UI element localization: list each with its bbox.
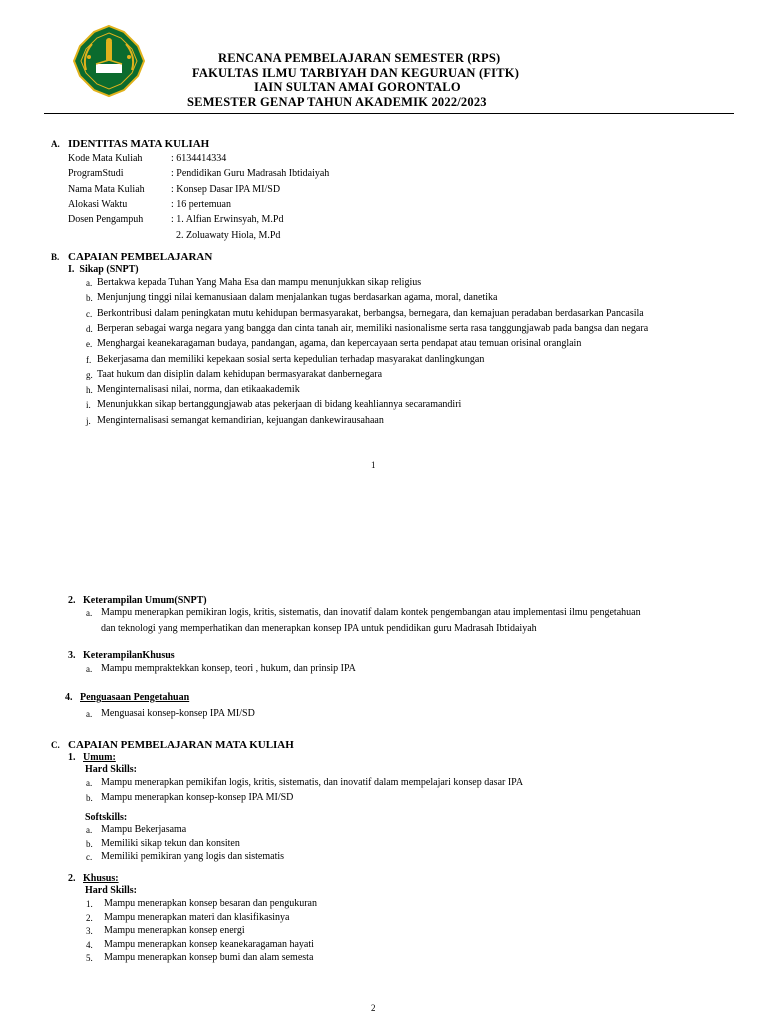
section-title: IDENTITAS MATA KULIAH bbox=[68, 138, 210, 150]
list-letter: 3. bbox=[86, 926, 93, 936]
list-item-text: Berkontribusi dalam peningkatan mutu kehidupan bermasyarakat, berbangsa, bernegara, dan kemajuan peradaban berdasarkan Pancasila bbox=[97, 307, 644, 319]
list-letter: 4. bbox=[86, 939, 93, 950]
list-letter: b. bbox=[86, 838, 93, 849]
list-letter: a. bbox=[86, 709, 93, 719]
identity-value: : Konsep Dasar IPA MI/SD bbox=[171, 183, 281, 195]
item-title: Penguasaan Pengetahuan bbox=[80, 692, 190, 703]
header-line-3: IAIN SULTAN AMAI GORONTALO bbox=[254, 80, 461, 94]
list-letter: a. bbox=[86, 664, 93, 674]
list-item-text: Mampu menerapkan pemikiran logis, kritis, sistematis, dan inovatif dalam kontek pengembangan atau implementasi ilmu pengetahuan bbox=[101, 607, 641, 618]
identity-value: : Pendidikan Guru Madrasah Ibtidaiyah bbox=[171, 168, 330, 180]
list-item-text: Menjunjung tinggi nilai kemanusiaan dalam menjalankan tugas berdasarkan agama, moral, danetika bbox=[97, 292, 498, 304]
identity-value: : 1. Alfian Erwinsyah, M.Pd bbox=[171, 214, 284, 226]
section-b-heading bbox=[51, 251, 212, 263]
umum-heading bbox=[68, 752, 116, 763]
list-letter: b. bbox=[86, 293, 93, 304]
ket-khusus-heading bbox=[68, 650, 175, 661]
list-letter: h. bbox=[86, 385, 93, 396]
header-line-1: RENCANA PEMBELAJARAN SEMESTER (RPS) bbox=[218, 51, 501, 65]
header-line-4: SEMESTER GENAP TAHUN AKADEMIK 2022/2023 bbox=[187, 95, 487, 109]
list-item-text: Mampu menerapkan pemikifan logis, kritis, sistematis, dan inovatif dalam mempelajari konsep dasar IPA bbox=[101, 777, 524, 788]
list-item-text: Menunjukkan sikap bertanggungjawab atas pekerjaan di bidang keahliannya secaramandiri bbox=[97, 399, 462, 411]
list-letter: a. bbox=[86, 778, 93, 788]
list-item-text: Menguasai konsep-konsep IPA MI/SD bbox=[101, 708, 255, 719]
list-item-text: Memiliki sikap tekun dan konsiten bbox=[101, 837, 240, 849]
khusus-heading bbox=[68, 873, 119, 884]
hard-skills-heading: Hard Skills: bbox=[85, 885, 137, 896]
page-number: 1 bbox=[371, 460, 376, 470]
section-title: CAPAIAN PEMBELAJARAN MATA KULIAH bbox=[68, 739, 294, 751]
page-number: 2 bbox=[371, 1003, 376, 1013]
list-item-text: Menginternalisasi semangat kemandirian, kejuangan dankewirausahaan bbox=[97, 414, 384, 426]
list-letter: a. bbox=[86, 278, 93, 288]
item-number: 4. bbox=[65, 692, 73, 703]
header-line-2: FAKULTAS ILMU TARBIYAH DAN KEGURUAN (FITK) bbox=[192, 66, 520, 80]
list-letter: a. bbox=[86, 825, 93, 835]
list-item-text: Memiliki pemikiran yang logis dan sistematis bbox=[101, 851, 285, 862]
section-letter: B. bbox=[51, 252, 60, 262]
list-letter: j. bbox=[86, 415, 91, 426]
list-letter: e. bbox=[86, 339, 93, 350]
list-letter: 1. bbox=[86, 899, 93, 909]
list-item-text: Mampu menerapkan konsep besaran dan pengukuran bbox=[104, 898, 317, 909]
hard-skills-heading: Hard Skills: bbox=[85, 764, 137, 775]
list-item-text: Mampu menerapkan konsep keanekaragaman hayati bbox=[104, 938, 314, 950]
sikap-number: I. bbox=[68, 264, 75, 275]
list-letter: a. bbox=[86, 608, 93, 618]
list-item-text: Mampu menerapkan materi dan klasifikasinya bbox=[104, 911, 290, 923]
list-item-text: Mampu menerapkan konsep bumi dan alam semesta bbox=[104, 952, 314, 963]
list-letter: c. bbox=[86, 852, 93, 862]
list-item-text: Mampu menerapkan konsep energi bbox=[104, 925, 245, 936]
section-letter: C. bbox=[51, 740, 60, 750]
list-letter: 5. bbox=[86, 953, 93, 963]
identity-value: 2. Zoluawaty Hiola, M.Pd bbox=[176, 229, 281, 241]
institution-logo bbox=[72, 24, 146, 98]
list-item-text: Menghargai keanekaragaman budaya, pandangan, agama, dan kepercayaan serta pendapat atau temuan orisinal oranglain bbox=[97, 338, 582, 350]
identity-label: Kode Mata Kuliah bbox=[68, 153, 143, 164]
section-letter: A. bbox=[51, 139, 60, 149]
identity-value: : 6134414334 bbox=[171, 153, 227, 164]
section-c-heading bbox=[51, 739, 294, 751]
list-letter: f. bbox=[86, 354, 92, 365]
identity-value: : 16 pertemuan bbox=[171, 198, 231, 210]
list-item-text: Mampu mempraktekkan konsep, teori , hukum, dan prinsip IPA bbox=[101, 663, 356, 674]
pengetahuan-heading bbox=[65, 692, 189, 703]
identity-label: Dosen Pengampuh bbox=[68, 214, 144, 226]
list-letter: b. bbox=[86, 792, 93, 803]
header-rule bbox=[44, 113, 734, 114]
sikap-heading bbox=[68, 264, 139, 275]
item-number: 1. bbox=[68, 752, 76, 763]
sikap-title: Sikap (SNPT) bbox=[79, 264, 139, 275]
list-item-text: Mampu Bekerjasama bbox=[101, 824, 187, 835]
item-number: 2. bbox=[68, 595, 76, 606]
item-title: KeterampilanKhusus bbox=[83, 650, 175, 661]
list-letter: 2. bbox=[86, 912, 93, 923]
identity-label: Nama Mata Kuliah bbox=[68, 183, 145, 195]
section-a-heading bbox=[51, 138, 209, 150]
list-item-text: Berperan sebagai warga negara yang bangga dan cinta tanah air, memiliki nasionalisme serta rasa tanggungjawab pada bangsa dan negara bbox=[97, 322, 649, 334]
item-number: 2. bbox=[68, 873, 76, 884]
item-title: Umum: bbox=[83, 752, 116, 763]
list-item-text: Taat hukum dan disiplin dalam kehidupan bermasyarakat danbernegara bbox=[97, 368, 383, 380]
item-title: Keterampilan Umum(SNPT) bbox=[83, 595, 207, 606]
item-number: 3. bbox=[68, 650, 76, 661]
section-title: CAPAIAN PEMBELAJARAN bbox=[68, 251, 213, 263]
list-item-text: dan teknologi yang memperhatikan dan menerapkan konsep IPA untuk pendidikan guru Madrasah Ibtidaiyah bbox=[101, 623, 537, 634]
list-letter: g. bbox=[86, 369, 93, 380]
list-letter: i. bbox=[86, 400, 91, 411]
identity-label: Alokasi Waktu bbox=[68, 198, 128, 210]
list-letter: c. bbox=[86, 308, 93, 319]
list-letter: d. bbox=[86, 323, 93, 334]
list-item-text: Bekerjasama dan memiliki kepekaan sosial serta kepedulian terhadap masyarakat danlingkungan bbox=[97, 353, 485, 365]
soft-skills-heading: Softskills: bbox=[85, 812, 128, 823]
item-title: Khusus: bbox=[83, 873, 119, 884]
ket-umum-heading bbox=[68, 595, 207, 606]
list-item-text: Bertakwa kepada Tuhan Yang Maha Esa dan mampu menunjukkan sikap religius bbox=[97, 277, 422, 288]
list-item-text: Mampu menerapkan konsep-konsep IPA MI/SD bbox=[101, 791, 294, 803]
identity-label: ProgramStudi bbox=[68, 168, 124, 180]
list-item-text: Menginternalisasi nilai, norma, dan etikaakademik bbox=[97, 384, 300, 396]
